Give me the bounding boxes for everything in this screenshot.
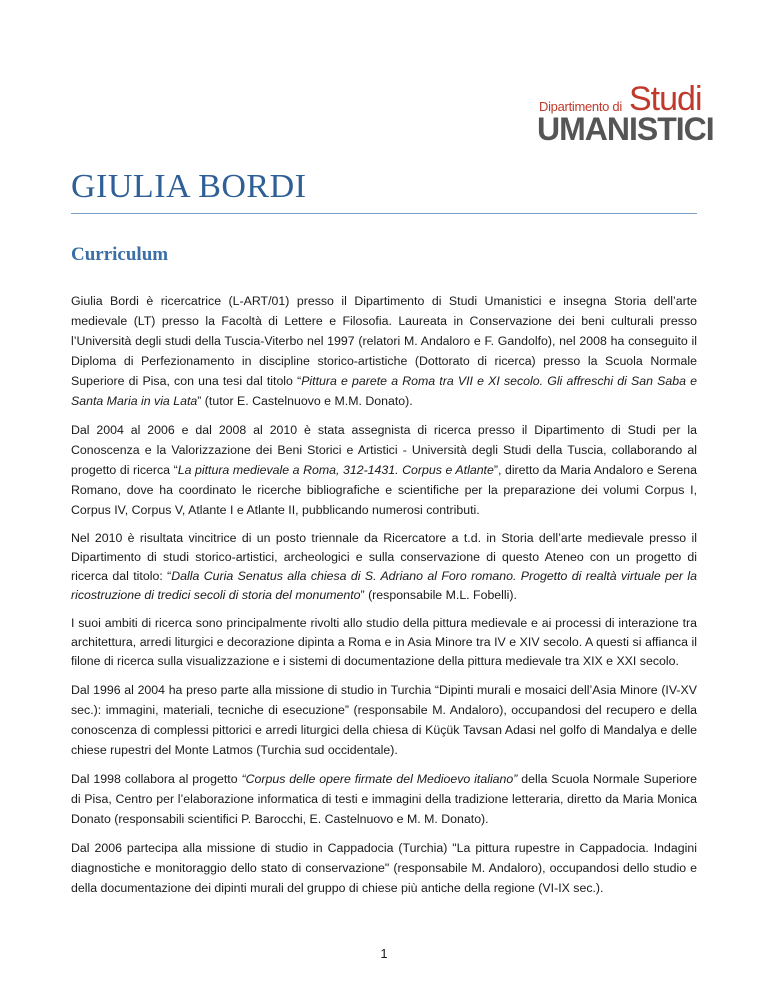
paragraph: [71, 769, 697, 829]
document-title: GIULIA BORDI: [71, 168, 307, 205]
paragraph-text: Dal 1998 collabora al progetto: [71, 772, 242, 786]
title-divider: [71, 213, 697, 214]
italic-title: Pittura e parete a Roma tra VII e XI secolo. Gli affreschi di San Saba e Santa Maria in via Lata: [71, 374, 697, 408]
paragraph: [71, 838, 697, 898]
paragraph: [71, 420, 697, 520]
logo-line1: Dipartimento di: [539, 99, 622, 114]
paragraph: [71, 680, 697, 760]
paragraph-text: ”, diretto da Maria Andaloro e Serena Romano, dove ha coordinato le ricerche bibliografiche e scientifiche per la preparazione dei volumi Corpus I, Corpus IV, Corpus V, Atlante I e Atlante II, pubblicando numerosi contributi.: [71, 463, 697, 517]
italic-title: “Corpus delle opere firmate del Medioevo italiano”: [241, 772, 518, 786]
italic-title: La pittura medievale a Roma, 312-1431. Corpus e Atlante: [177, 463, 494, 477]
paragraph-text: ” (tutor E. Castelnuovo e M.M. Donato).: [197, 394, 413, 408]
paragraph: [71, 614, 697, 671]
paragraph-text: I suoi ambiti di ricerca sono principalmente rivolti allo studio della pittura medievale e ai processi di interazione tra architettura, arredi liturgici e decorazione dipinta a Roma e in Asia Minore tra IV e XIV secolo. A questi si affianca il filone di ricerca sulla visualizzazione e i sistemi di documentazione della pittura medievale tra XIX e XXI secolo.: [71, 616, 697, 668]
logo-line2: UMANISTICI: [537, 111, 714, 147]
paragraph-text: Giulia Bordi è ricercatrice (L-ART/01) presso il Dipartimento di Studi Umanistici e insegna Storia dell’arte medievale (LT) presso la Facoltà di Lettere e Filosofia. Laureata in Conservazione dei beni culturali presso l’Università degli studi della Tuscia-Viterbo nel 1997 (relatori M. Andaloro e F. Gandolfo), nel 2008 ha conseguito il Diploma di Perfezionamento in discipline storico-artistiche (Dottorato di ricerca) presso la Scuola Normale Superiore di Pisa, con una tesi dal titolo “: [71, 294, 697, 388]
paragraph-text: della Scuola Normale Superiore di Pisa, Centro per l’elaborazione informatica di testi e immagini della tradizione letteraria, diretto da Maria Monica Donato (responsabili scientifici P. Barocchi, E. Castelnuovo e M. M. Donato).: [71, 772, 698, 826]
paragraph-text: Dal 2004 al 2006 e dal 2008 al 2010 è stata assegnista di ricerca presso il Dipartimento di Studi per la Conoscenza e la Valorizzazione dei Beni Storici e Artistici - Università degli Studi della Tuscia, collaborando al progetto di ricerca “: [71, 423, 697, 477]
paragraph-text: Dal 2006 partecipa alla missione di studio in Cappadocia (Turchia) "La pittura rupestre in Cappadocia. Indagini diagnostiche e monitoraggio dello stato di conservazione" (responsabile M. Andaloro), occupandosi dello studio e della documentazione dei dipinti murali del gruppo di chiese più antiche della regione (VI-IX sec.).: [71, 841, 697, 895]
paragraph-text: Nel 2010 è risultata vincitrice di un posto triennale da Ricercatore a t.d. in Storia dell’arte medievale presso il Dipartimento di studi storico-artistici, archeologici e sulla conservazione di questo Ateneo con un progetto di ricerca dal titolo: “: [71, 531, 697, 583]
curriculum-body: [71, 291, 697, 907]
page-number: 1: [380, 946, 388, 961]
paragraph: [71, 291, 697, 411]
paragraph-text: Dal 1996 al 2004 ha preso parte alla missione di studio in Turchia “Dipinti murali e mosaici dell’Asia Minore (IV-XV sec.): immagini, materiali, tecniche di esecuzione” (responsabile M. Andaloro), occupandosi del recupero e della conoscenza di complessi pittorici e arredi liturgici della chiesa di Küçük Tavsan Adasi nel golfo di Mandalya e delle chiese rupestri del Monte Latmos (Turchia sud occidentale).: [71, 683, 697, 757]
logo-accent-word: Studi: [629, 80, 702, 118]
italic-title: Dalla Curia Senatus alla chiesa di S. Adriano al Foro romano. Progetto di realtà virtuale per la ricostruzione di tredici secoli di storia del monumento: [71, 569, 697, 602]
paragraph-text: ” (responsabile M.L. Fobelli).: [360, 588, 517, 602]
section-heading: Curriculum: [71, 244, 169, 265]
department-logo: [535, 80, 714, 147]
paragraph: [71, 529, 697, 605]
